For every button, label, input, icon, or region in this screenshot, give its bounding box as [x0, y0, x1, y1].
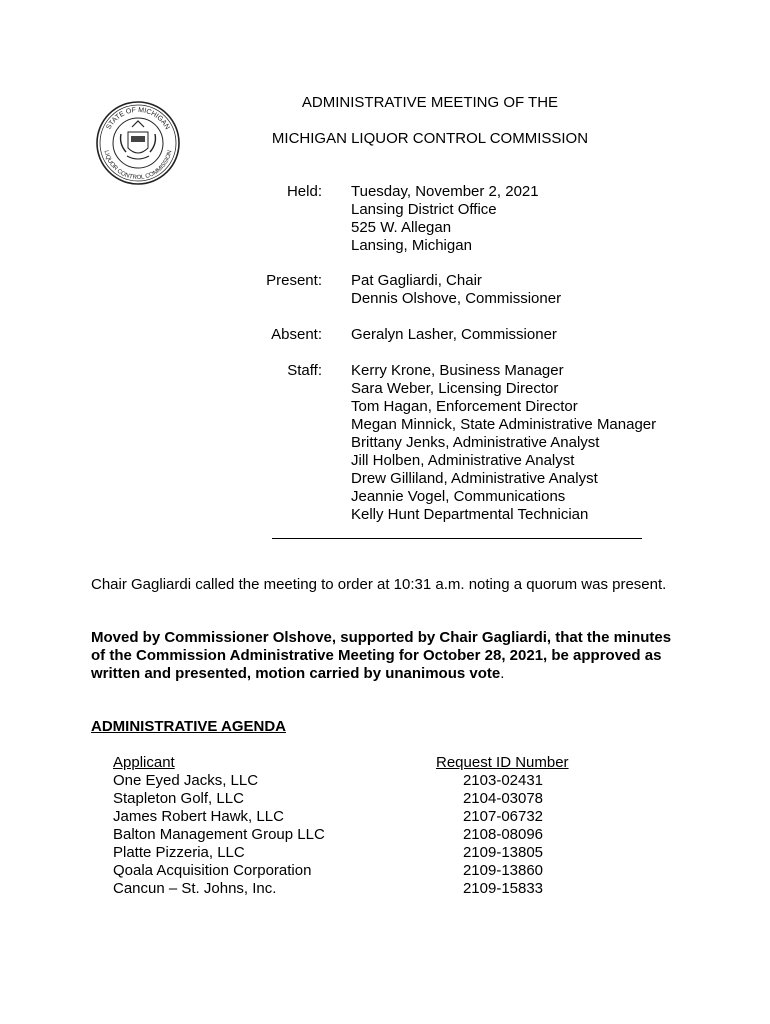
svg-text:LIQUOR CONTROL COMMISSION: LIQUOR CONTROL COMMISSION — [102, 149, 174, 182]
staff-member: Megan Minnick, State Administrative Manager — [351, 416, 657, 433]
motion-period: . — [500, 665, 505, 682]
document-title-line1: ADMINISTRATIVE MEETING OF THE — [301, 94, 559, 111]
applicant-column — [113, 754, 325, 898]
call-to-order: Chair Gagliardi called the meeting to order at 10:31 a.m. noting a quorum was present. — [91, 576, 667, 593]
motion-line: of the Commission Administrative Meeting for October 28, 2021, be approved as — [91, 647, 662, 664]
applicant-name: Balton Management Group LLC — [113, 826, 325, 843]
applicant-name: One Eyed Jacks, LLC — [113, 772, 259, 789]
section-divider — [272, 538, 642, 539]
applicant-name: Stapleton Golf, LLC — [113, 790, 244, 807]
staff-member: Brittany Jenks, Administrative Analyst — [351, 434, 600, 451]
absent-label: Absent: — [271, 326, 322, 343]
applicant-header: Applicant — [113, 754, 175, 771]
staff-member: Sara Weber, Licensing Director — [351, 380, 559, 397]
request-id: 2107-06732 — [462, 808, 544, 825]
held-details — [351, 183, 539, 255]
present-list — [351, 272, 561, 308]
request-id: 2109-13805 — [462, 844, 544, 861]
staff-member: Jill Holben, Administrative Analyst — [351, 452, 575, 469]
motion-line-last — [91, 665, 691, 683]
request-id: 2104-03078 — [462, 790, 544, 807]
held-date: Tuesday, November 2, 2021 — [351, 183, 539, 200]
motion-line: Moved by Commissioner Olshove, supported by Chair Gagliardi, that the minutes — [91, 629, 672, 646]
applicant-name: Cancun – St. Johns, Inc. — [113, 880, 277, 897]
staff-label: Staff: — [287, 362, 322, 379]
request-id-column — [436, 754, 570, 898]
held-label: Held: — [286, 183, 322, 200]
request-id: 2108-08096 — [462, 826, 544, 843]
request-id-header: Request ID Number — [436, 754, 569, 771]
held-office: Lansing District Office — [351, 201, 497, 218]
staff-member: Jeannie Vogel, Communications — [351, 488, 566, 505]
applicant-name: Qoala Acquisition Corporation — [113, 862, 312, 879]
staff-member: Kelly Hunt Departmental Technician — [351, 506, 589, 523]
held-street: 525 W. Allegan — [351, 219, 452, 236]
request-id: 2103-02431 — [462, 772, 544, 789]
motion-line-text: written and presented, motion carried by unanimous vote — [91, 665, 501, 682]
staff-list — [351, 362, 656, 524]
applicant-name: Platte Pizzeria, LLC — [113, 844, 245, 861]
staff-member: Drew Gilliland, Administrative Analyst — [351, 470, 598, 487]
present-member: Pat Gagliardi, Chair — [351, 272, 482, 289]
absent-member: Geralyn Lasher, Commissioner — [351, 326, 557, 343]
request-id: 2109-13860 — [462, 862, 544, 879]
svg-text:STATE OF MICHIGAN: STATE OF MICHIGAN — [105, 106, 171, 131]
request-id: 2109-15833 — [462, 880, 544, 897]
applicant-name: James Robert Hawk, LLC — [113, 808, 284, 825]
motion-paragraph — [91, 629, 691, 683]
present-label: Present: — [266, 272, 322, 289]
staff-member: Tom Hagan, Enforcement Director — [351, 398, 578, 415]
present-member: Dennis Olshove, Commissioner — [351, 290, 562, 307]
document-title-line2: MICHIGAN LIQUOR CONTROL COMMISSION — [271, 130, 589, 147]
staff-member: Kerry Krone, Business Manager — [351, 362, 564, 379]
absent-list — [351, 326, 557, 344]
held-city: Lansing, Michigan — [351, 237, 472, 254]
agenda-heading: ADMINISTRATIVE AGENDA — [91, 718, 286, 735]
